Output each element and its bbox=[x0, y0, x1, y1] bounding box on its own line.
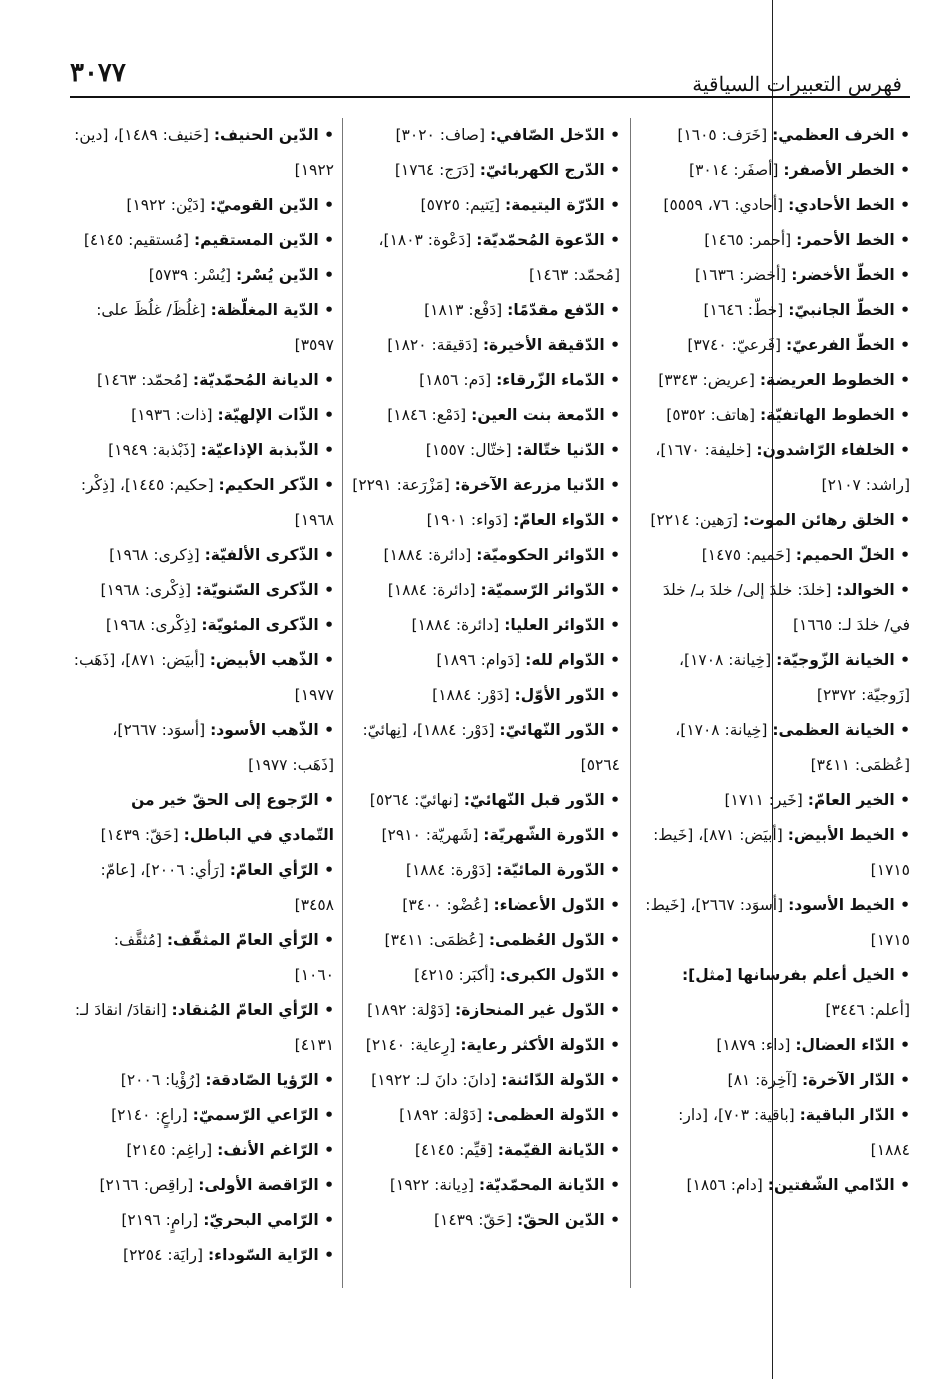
entry-reference: [صاف: ٣٠٢٠] bbox=[395, 126, 490, 144]
entry-reference: [دام: ١٨٥٦] bbox=[686, 1176, 768, 1194]
entry-reference: [دَوْرة: ١٨٨٤] bbox=[405, 861, 497, 879]
entry-reference: [دَوام: ١٨٩٦] bbox=[436, 651, 526, 669]
entry-term: الخطّ الفرعيّ: bbox=[785, 336, 895, 354]
index-entry bbox=[352, 573, 620, 608]
index-entry bbox=[640, 153, 910, 188]
entry-term: الدّور الأوّل: bbox=[514, 686, 605, 704]
entry-reference: [غلُظَ/ غلُظَ على: ٣٥٩٧] bbox=[96, 301, 334, 354]
entry-term: الدّين المستقيم: bbox=[193, 231, 319, 249]
index-entry bbox=[640, 398, 910, 433]
entry-term: الذّهب الأبيض: bbox=[209, 651, 319, 669]
entry-reference: [خطّ: ١٦٤٦] bbox=[703, 301, 789, 319]
index-entry bbox=[352, 153, 620, 188]
entry-reference: [حَميم: ١٤٧٥] bbox=[701, 546, 796, 564]
entry-reference: [دائرة: ١٨٨٤] bbox=[387, 581, 481, 599]
entry-term: الدّوائر الحكوميّة: bbox=[476, 546, 605, 564]
index-entry bbox=[640, 783, 910, 818]
entry-term: الخيانة العظمى: bbox=[772, 721, 895, 739]
entry-reference: [قيِّم: ٤١٤٥] bbox=[414, 1141, 498, 1159]
entry-term: الخيط الأسود: bbox=[788, 896, 895, 914]
index-entry bbox=[640, 293, 910, 328]
entry-term: الخلق رهائن الموت: bbox=[743, 511, 895, 529]
index-column-left bbox=[72, 118, 334, 1273]
entry-reference: [ختّال: ١٥٥٧] bbox=[425, 441, 517, 459]
entry-term: الخط الأحادي: bbox=[788, 196, 895, 214]
entry-reference: [دَوْلة: ١٨٩٢] bbox=[399, 1106, 488, 1124]
entry-term: الدّول غير المنحازة: bbox=[455, 1001, 605, 1019]
index-entry bbox=[352, 643, 620, 678]
index-entry bbox=[352, 328, 620, 363]
entry-term: الدّار الآخرة: bbox=[801, 1071, 895, 1089]
entry-reference: [دَمْع: ١٨٤٦] bbox=[387, 406, 472, 424]
entry-reference: [رُؤْيا: ٢٠٠٦] bbox=[120, 1071, 206, 1089]
entry-reference: [أصفَر: ٣٠١٤] bbox=[689, 161, 784, 179]
entry-term: الدّفع مقدّمًا: bbox=[507, 301, 605, 319]
index-entry bbox=[640, 1098, 910, 1168]
entry-term: الدّرج الكهربائيّ: bbox=[479, 161, 605, 179]
entry-term: الدّولة العظمى: bbox=[487, 1106, 605, 1124]
entry-term: الدّول الكبرى: bbox=[499, 966, 605, 984]
index-entry bbox=[352, 608, 620, 643]
entry-reference: [راقِص: ٢١٦٦] bbox=[99, 1176, 199, 1194]
entry-reference: [أسوَد: ٢٦٦٧]، [ذَهَب: ١٩٧٧] bbox=[112, 721, 334, 774]
entry-term: الذّهب الأسود: bbox=[210, 721, 319, 739]
entry-reference: [عريض: ٣٣٤٣] bbox=[658, 371, 760, 389]
entry-term: الذّكرى الألفيّة: bbox=[204, 546, 319, 564]
index-entry bbox=[72, 1133, 334, 1168]
index-entry bbox=[640, 1028, 910, 1063]
entry-term: الدّامي الشّفتين: bbox=[767, 1176, 895, 1194]
entry-term: الرّاعي الرّسميّ: bbox=[192, 1106, 319, 1124]
entry-term: الدّور قبل النّهائيّ: bbox=[463, 791, 605, 809]
entry-term: الخطّ الأخضر: bbox=[791, 266, 895, 284]
index-entry bbox=[352, 783, 620, 818]
index-entry bbox=[72, 1063, 334, 1098]
entry-reference: [يُسْر: ٥٧٣٩] bbox=[148, 266, 236, 284]
entry-reference: [مَزْرَعة: ٢٢٩١] bbox=[352, 476, 455, 494]
index-entry bbox=[352, 713, 620, 783]
entry-reference: [دِيانة: ١٩٢٢] bbox=[389, 1176, 479, 1194]
index-entry bbox=[640, 503, 910, 538]
entry-reference: [أحادي: ٧٦، ٥٥٥٩] bbox=[663, 196, 789, 214]
entry-reference: [ذَبْذبة: ١٩٤٩] bbox=[108, 441, 201, 459]
index-entry bbox=[72, 993, 334, 1063]
entry-term: الرّاغم الأنف: bbox=[217, 1141, 319, 1159]
index-entry bbox=[72, 643, 334, 713]
index-entry bbox=[352, 188, 620, 223]
entry-reference: [مُستقيم: ٤١٤٥] bbox=[83, 231, 194, 249]
entry-reference: [دائرة: ١٨٨٤] bbox=[383, 546, 477, 564]
entry-reference: [فَرعيّ: ٣٧٤٠] bbox=[687, 336, 786, 354]
entry-reference: [دَفْع: ١٨١٣] bbox=[424, 301, 508, 319]
entry-reference: [أبيَض: ٨٧١]، [ذَهَب: ١٩٧٧] bbox=[73, 651, 334, 704]
entry-term: الرّاية السّوداء: bbox=[207, 1246, 319, 1264]
index-entry bbox=[352, 853, 620, 888]
index-entry bbox=[72, 363, 334, 398]
entry-term: الدّقيقة الأخيرة: bbox=[482, 336, 605, 354]
entry-reference: [خِيانة: ١٧٠٨]، [عُظمَى: ٣٤١١] bbox=[675, 721, 910, 774]
index-entry bbox=[640, 188, 910, 223]
entry-term: الخيانة الزّوجيّة: bbox=[776, 651, 895, 669]
index-entry bbox=[352, 363, 620, 398]
entry-reference: [داء: ١٨٧٩] bbox=[716, 1036, 796, 1054]
entry-reference: [خَير: ١٧١١] bbox=[724, 791, 808, 809]
entry-reference: [أعلم: ٣٤٤٦] bbox=[825, 1001, 910, 1019]
index-entry bbox=[640, 538, 910, 573]
index-entry bbox=[640, 1063, 910, 1098]
running-title: فهرس التعبيرات السياقية bbox=[692, 72, 902, 96]
entry-term: الدّنيا ختّالة: bbox=[516, 441, 605, 459]
index-entry bbox=[352, 503, 620, 538]
index-entry bbox=[352, 468, 620, 503]
entry-term: الدّين الحقّ: bbox=[516, 1211, 605, 1229]
entry-reference: [رايَة: ٢٢٥٤] bbox=[123, 1246, 208, 1264]
index-entry bbox=[352, 888, 620, 923]
page-header bbox=[70, 52, 910, 98]
entry-reference: [دَيْن: ١٩٢٢] bbox=[126, 196, 210, 214]
entry-reference: [أخضر: ١٦٣٦] bbox=[694, 266, 792, 284]
entry-term: الرّجوع إلى الحقّ خير من التّمادي في الباطل: bbox=[131, 791, 334, 844]
entry-term: الدّرّة اليتيمة: bbox=[505, 196, 605, 214]
entry-reference: [رَهين: ٢٢١٤] bbox=[650, 511, 744, 529]
index-entry bbox=[640, 818, 910, 888]
entry-term: الدّور النّهائيّ: bbox=[499, 721, 605, 739]
index-entry bbox=[352, 993, 620, 1028]
entry-term: الدّين يُسْر: bbox=[236, 266, 319, 284]
entry-term: الدّخل الصّافي: bbox=[489, 126, 605, 144]
entry-term: الدّار الباقية: bbox=[799, 1106, 895, 1124]
index-entry bbox=[640, 713, 910, 783]
index-column-middle bbox=[352, 118, 620, 1238]
entry-reference: [خلدَ: خلدَ إلى/ خلدَ بـ/ خلدَ في/ خلدَ لـ: ١٦٦٥] bbox=[662, 581, 910, 634]
entry-reference: [حَقّ: ١٤٣٩] bbox=[433, 1211, 517, 1229]
index-entry bbox=[72, 713, 334, 783]
entry-reference: [راغِم: ٢١٤٥] bbox=[126, 1141, 218, 1159]
entry-reference: [باقية: ٧٠٣]، [دار: ١٨٨٤] bbox=[678, 1106, 910, 1159]
entry-reference: [حَنيف: ١٤٨٩]، [دين: ١٩٢٢] bbox=[74, 126, 334, 179]
index-entry bbox=[640, 328, 910, 363]
entry-term: الدّين الحنيف: bbox=[213, 126, 319, 144]
entry-term: الخيل أعلم بفرسانها [مثل]: bbox=[681, 966, 895, 984]
entry-term: الرّأي العامّ المثقّف: bbox=[166, 931, 319, 949]
entry-reference: [دَوْر: ١٨٨٤]، [نِهائيّ: ٥٢٦٤] bbox=[362, 721, 620, 774]
entry-term: الرّاقصة الأولى: bbox=[198, 1176, 319, 1194]
entry-reference: [ذات: ١٩٣٦] bbox=[131, 406, 218, 424]
entry-term: الخوالد: bbox=[836, 581, 895, 599]
entry-term: الخلفاء الرّاشدون: bbox=[756, 441, 895, 459]
index-entry bbox=[72, 188, 334, 223]
entry-term: الخطوط الهاتفيّة: bbox=[759, 406, 895, 424]
index-entry bbox=[72, 258, 334, 293]
entry-reference: [رَأي: ٢٠٠٦]، [عامّ: ٣٤٥٨] bbox=[100, 861, 334, 914]
entry-reference: [رامٍ: ٢١٩٦] bbox=[121, 1211, 204, 1229]
entry-reference: [عُضْو: ٣٤٠٠] bbox=[402, 896, 494, 914]
entry-reference: [أحمر: ١٤٦٥] bbox=[704, 231, 797, 249]
entry-reference: [مُحمّد: ١٤٦٣] bbox=[96, 371, 193, 389]
page-number: ٣٠٧٧ bbox=[70, 58, 126, 88]
entry-reference: [دَقيقة: ١٨٢٠] bbox=[387, 336, 483, 354]
entry-reference: [حكيم: ١٤٤٥]، [ذِكْر: ١٩٦٨] bbox=[80, 476, 334, 529]
entry-reference: [ذِكرى: ١٩٦٨] bbox=[109, 546, 205, 564]
entry-term: الدّورة الشّهريّة: bbox=[483, 826, 605, 844]
entry-term: الرّأي العامّ المُنقاد: bbox=[171, 1001, 319, 1019]
index-entry bbox=[352, 433, 620, 468]
index-entry bbox=[352, 1063, 620, 1098]
entry-term: الخير العامّ: bbox=[807, 791, 895, 809]
index-entry bbox=[72, 573, 334, 608]
entry-term: الدّاء العضال: bbox=[795, 1036, 895, 1054]
entry-term: الذّكرى المئويّة: bbox=[201, 616, 319, 634]
entry-term: الدّواء العامّ: bbox=[513, 511, 605, 529]
entry-term: الدّول الأعضاء: bbox=[493, 896, 605, 914]
index-entry bbox=[640, 223, 910, 258]
entry-term: الرّؤيا الصّادقة: bbox=[205, 1071, 319, 1089]
entry-term: الذّكرى السّنويّة: bbox=[195, 581, 319, 599]
index-entry bbox=[352, 1168, 620, 1203]
entry-reference: [دَوْر: ١٨٨٤] bbox=[432, 686, 515, 704]
index-entry bbox=[72, 468, 334, 538]
index-entry bbox=[72, 538, 334, 573]
entry-term: الدّعوة المُحمّديّة: bbox=[476, 231, 605, 249]
entry-reference: [ذِكْرى: ١٩٦٨] bbox=[100, 581, 196, 599]
index-entry bbox=[352, 1203, 620, 1238]
index-entry bbox=[72, 293, 334, 363]
entry-term: الدّولة الأكثر رعاية: bbox=[460, 1036, 605, 1054]
index-entry bbox=[640, 1168, 910, 1203]
index-entry bbox=[72, 1098, 334, 1133]
entry-term: الخلّ الحميم: bbox=[795, 546, 895, 564]
entry-reference: [دَوْلة: ١٨٩٢] bbox=[367, 1001, 456, 1019]
entry-reference: [دَواء: ١٩٠١] bbox=[426, 511, 514, 529]
entry-term: الدّولة الدّائنة: bbox=[501, 1071, 605, 1089]
entry-reference: [دَعْوة: ١٨٠٣]، [مُحمّد: ١٤٦٣] bbox=[378, 231, 620, 284]
entry-term: الذّكر الحكيم: bbox=[218, 476, 319, 494]
index-entry bbox=[352, 398, 620, 433]
index-entry bbox=[640, 888, 910, 958]
index-entry bbox=[640, 958, 910, 1028]
entry-reference: [خِيانة: ١٧٠٨]، [زَوجيّة: ٢٣٧٢] bbox=[679, 651, 910, 704]
entry-reference: [انقادَ/ انقادَ لـ: ٤١٣١] bbox=[74, 1001, 334, 1054]
index-entry bbox=[352, 223, 620, 293]
entry-reference: [دائرة: ١٨٨٤] bbox=[411, 616, 505, 634]
entry-term: الدّماء الزّرقاء: bbox=[496, 371, 605, 389]
index-entry bbox=[352, 1028, 620, 1063]
entry-reference: [أكبَر: ٤٢١٥] bbox=[414, 966, 500, 984]
index-entry bbox=[72, 608, 334, 643]
entry-reference: [حَقّ: ١٤٣٩] bbox=[100, 826, 184, 844]
entry-term: الدّول العُظمى: bbox=[488, 931, 605, 949]
entry-term: الخرف العظمي: bbox=[772, 126, 895, 144]
entry-reference: [راعٍ: ٢١٤٠] bbox=[111, 1106, 193, 1124]
entry-reference: [رِعاية: ٢١٤٠] bbox=[365, 1036, 461, 1054]
index-entry bbox=[72, 398, 334, 433]
index-entry bbox=[352, 293, 620, 328]
entry-reference: [خليفة: ١٦٧٠]، [راشد: ٢١٠٧] bbox=[655, 441, 910, 494]
entry-reference: [دَم: ١٨٥٦] bbox=[419, 371, 497, 389]
entry-term: الدّية المغلّظة: bbox=[210, 301, 319, 319]
index-entry bbox=[72, 1168, 334, 1203]
entry-reference: [دَرَج: ١٧٦٤] bbox=[394, 161, 480, 179]
column-divider-left bbox=[342, 118, 343, 1288]
index-entry bbox=[640, 363, 910, 398]
entry-term: الذّات الإلهيّة: bbox=[217, 406, 319, 424]
index-entry bbox=[640, 258, 910, 293]
index-entry bbox=[72, 118, 334, 188]
index-entry bbox=[72, 1238, 334, 1273]
entry-term: الدّوائر العليا: bbox=[504, 616, 605, 634]
entry-term: الخطّ الجانبيّ: bbox=[788, 301, 895, 319]
entry-reference: [عُظمَى: ٣٤١١] bbox=[384, 931, 489, 949]
entry-term: الخط الأحمر: bbox=[796, 231, 895, 249]
index-entry bbox=[640, 118, 910, 153]
index-entry bbox=[352, 678, 620, 713]
index-entry bbox=[640, 643, 910, 713]
index-column-right bbox=[640, 118, 910, 1203]
index-entry bbox=[72, 223, 334, 258]
entry-term: الخيط الأبيض: bbox=[787, 826, 895, 844]
entry-reference: [دانَ: دانَ لـ: ١٩٢٢] bbox=[371, 1071, 502, 1089]
index-entry bbox=[640, 433, 910, 503]
entry-term: الرّامي البحريّ: bbox=[203, 1211, 319, 1229]
entry-term: الدّمعة بنت العين: bbox=[471, 406, 605, 424]
entry-reference: [أسوَد: ٢٦٦٧]، [خَيط: ١٧١٥] bbox=[645, 896, 910, 949]
index-entry bbox=[352, 958, 620, 993]
entry-reference: [أبيَض: ٨٧١]، [خَيط: ١٧١٥] bbox=[653, 826, 910, 879]
entry-term: الديانة المُحمّديّة: bbox=[192, 371, 319, 389]
entry-term: الدّيانة القيّمة: bbox=[497, 1141, 605, 1159]
column-divider-right bbox=[630, 118, 631, 1288]
index-entry bbox=[72, 1203, 334, 1238]
index-entry bbox=[352, 1098, 620, 1133]
index-entry bbox=[72, 853, 334, 923]
entry-term: الخطر الأصفر: bbox=[783, 161, 895, 179]
entry-reference: [يَتيم: ٥٧٢٥] bbox=[420, 196, 506, 214]
index-entry bbox=[352, 1133, 620, 1168]
entry-term: الدّنيا مزرعة الآخرة: bbox=[454, 476, 605, 494]
entry-reference: [نهائيّ: ٥٢٦٤] bbox=[369, 791, 464, 809]
entry-term: الذّبذبة الإذاعيّة: bbox=[200, 441, 319, 459]
entry-reference: [مُثقَّف: ١٠٦٠] bbox=[113, 931, 334, 984]
entry-term: الدّين القوميّ: bbox=[209, 196, 319, 214]
index-entry bbox=[352, 538, 620, 573]
entry-term: الدّوائر الرّسميّة: bbox=[480, 581, 605, 599]
index-entry bbox=[72, 783, 334, 853]
index-entry bbox=[352, 118, 620, 153]
index-entry bbox=[72, 923, 334, 993]
entry-reference: [هاتف: ٥٣٥٢] bbox=[666, 406, 760, 424]
entry-reference: [خَرَف: ١٦٠٥] bbox=[677, 126, 773, 144]
index-entry bbox=[352, 923, 620, 958]
entry-reference: [ذِكْرى: ١٩٦٨] bbox=[105, 616, 202, 634]
entry-term: الخطوط العريضة: bbox=[759, 371, 895, 389]
entry-term: الدّورة المائيّة: bbox=[496, 861, 605, 879]
entry-term: الرّأي العامّ: bbox=[229, 861, 319, 879]
entry-reference: [آخِرة: ٨١] bbox=[727, 1071, 802, 1089]
entry-term: الدّوام لله: bbox=[525, 651, 605, 669]
index-entry bbox=[352, 818, 620, 853]
index-entry bbox=[72, 433, 334, 468]
entry-reference: [شَهريّة: ٢٩١٠] bbox=[381, 826, 484, 844]
entry-term: الدّيانة المحمّديّة: bbox=[478, 1176, 605, 1194]
index-entry bbox=[640, 573, 910, 643]
